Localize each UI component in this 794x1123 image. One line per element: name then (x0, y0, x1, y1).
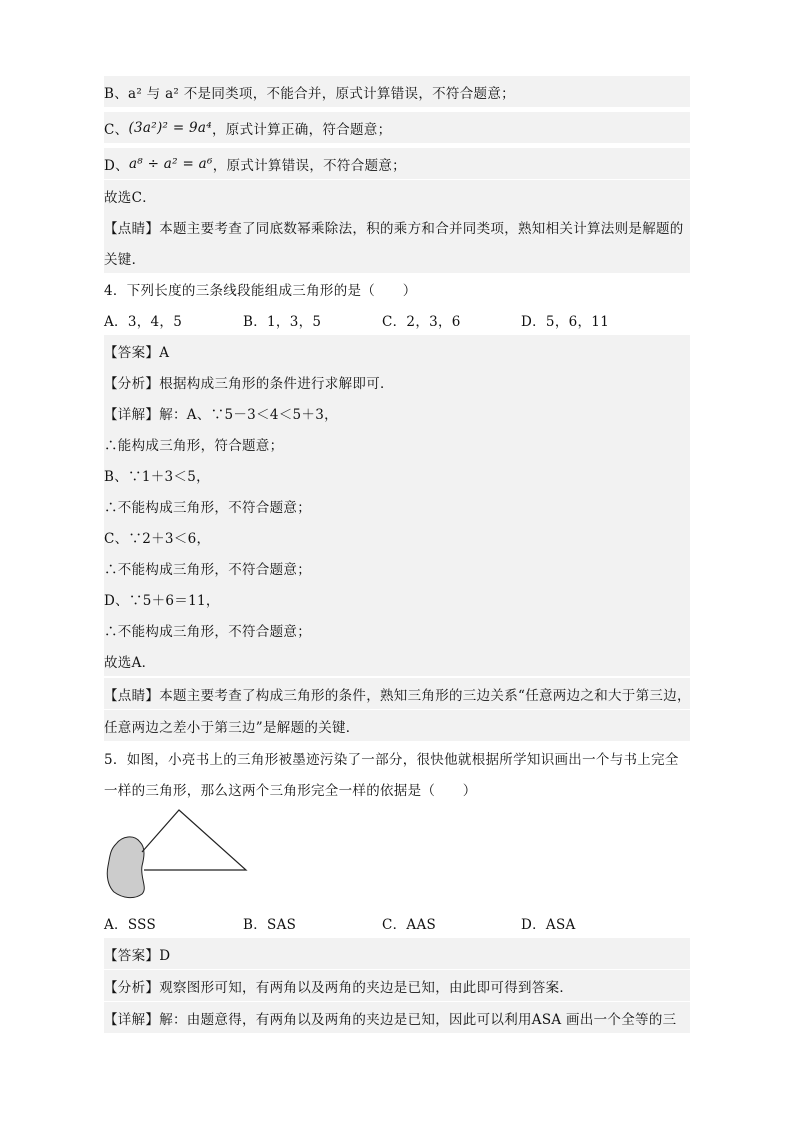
triangle-figure (104, 806, 254, 902)
question-5-cont: 一样的三角形，那么这两个三角形完全一样的依据是（ ） (104, 782, 477, 799)
line-suffix: ，原式计算错误，不符合题意； (212, 157, 406, 174)
solution-line-b: B、a² 与 a² 不是同类项，不能合并，原式计算错误，不符合题意； (104, 76, 690, 107)
conclusion-line: 故选A． (104, 645, 690, 676)
detail-line: ∴不能构成三角形，不符合题意； (104, 614, 690, 645)
option-c: C．2，3，6 (382, 313, 461, 330)
line-suffix: ，原式计算正确，符合题意； (211, 121, 392, 138)
option-a: A．3，4，5 (104, 313, 183, 330)
triangle-edges (142, 810, 246, 870)
question-4-options (104, 304, 690, 335)
question-4: 4．下列长度的三条线段能组成三角形的是（ ） (104, 282, 417, 299)
option-a: A．SSS (104, 916, 157, 933)
analysis-line: 【分析】根据构成三角形的条件进行求解即可． (104, 366, 690, 397)
detail-line: 【详解】解：由题意得，有两角以及两角的夹边是已知，因此可以利用ASA 画出一个全等的三 (104, 1002, 690, 1033)
detail-line: ∴不能构成三角形，不符合题意； (104, 552, 690, 583)
detail-line: B、∵1＋3＜5， (104, 459, 690, 490)
option-c: C．AAS (382, 916, 437, 933)
solution-line-d (104, 148, 690, 179)
math-expression: (3a²)² = 9a⁴ (128, 119, 212, 136)
line-prefix: C、 (104, 121, 129, 138)
solution-line-c (104, 112, 690, 143)
detail-line: ∴能构成三角形，符合题意； (104, 428, 690, 459)
comment-line-cont: 关键． (104, 242, 690, 273)
comment-line: 【点睛】本题主要考查了构成三角形的条件，熟知三角形的三边关系“任意两边之和大于第三边， (104, 678, 690, 709)
comment-line-cont: 任意两边之差小于第三边”是解题的关键． (104, 710, 690, 741)
detail-line: ∴不能构成三角形，不符合题意； (104, 490, 690, 521)
detail-line: D、∵5＋6＝11， (104, 583, 690, 614)
answer-line: 【答案】D (104, 938, 690, 969)
question-5: 5．如图，小亮书上的三角形被墨迹污染了一部分，很快他就根据所学知识画出一个与书上完全 (104, 751, 679, 768)
detail-line: C、∵2＋3＜6， (104, 521, 690, 552)
option-b: B．SAS (243, 916, 297, 933)
line-prefix: D、 (104, 157, 129, 174)
question-5-options (104, 907, 690, 938)
conclusion-line: 故选C． (104, 180, 690, 211)
math-expression: a⁸ ÷ a² = a⁶ (128, 155, 213, 172)
option-b: B．1，3，5 (243, 313, 322, 330)
ink-blot (107, 837, 144, 898)
option-d: D．5，6，11 (521, 313, 610, 330)
option-d: D．ASA (521, 916, 576, 933)
detail-line: 【详解】解：A、∵5－3＜4＜5＋3， (104, 397, 690, 428)
comment-line: 【点睛】本题主要考查了同底数幂乘除法，积的乘方和合并同类项，熟知相关计算法则是解题的 (104, 211, 690, 242)
analysis-line: 【分析】观察图形可知，有两角以及两角的夹边是已知，由此即可得到答案． (104, 970, 690, 1001)
answer-line: 【答案】A (104, 335, 690, 366)
